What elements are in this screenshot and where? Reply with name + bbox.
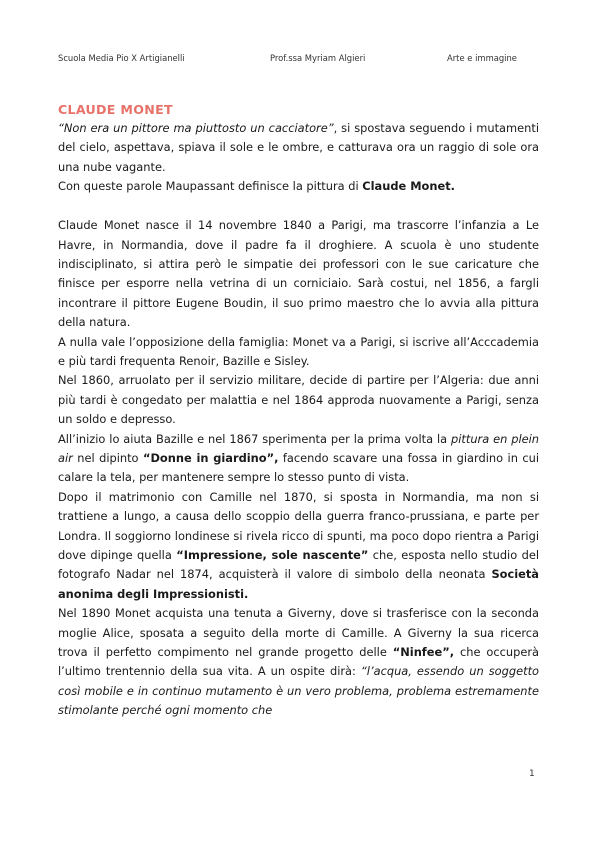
page-header: [58, 53, 538, 65]
plein-air-italic: pittura en plein air: [58, 431, 539, 465]
claude-monet-bold: Claude Monet.: [362, 179, 455, 194]
header-school: Scuola Media Pio X Artigianelli: [58, 53, 185, 63]
paragraph-impression: [58, 488, 539, 604]
impressione-sole-nascente-bold: “Impressione, sole nascente”: [176, 548, 369, 563]
paragraph-plein-air: [58, 430, 539, 488]
header-subject: Arte e immagine: [447, 53, 517, 63]
plein-air-text-a: All’inizio lo aiuta Bazille e nel 1867 sperimenta per la prima volta la: [58, 431, 451, 446]
monet-quote-italic: “l’acqua, essendo un soggetto così mobile e in continuo mutamento è un vero problema, problema estremamente stimolante perché ogni momento che: [58, 664, 540, 718]
document-title: CLAUDE MONET: [58, 102, 173, 117]
paragraph-algeria: Nel 1860, arruolato per il servizio militare, decide di partire per l’Algeria: due anni più tardi è congedato per malattia e nel 1864 approda nuovamente a Parigi, senza un soldo e depresso.: [58, 373, 539, 427]
maupassant-quote: “Non era un pittore ma piuttosto un cacciatore”: [58, 121, 334, 135]
page-number: 1: [529, 769, 535, 779]
donne-in-giardino-bold: “Donne in giardino”,: [142, 451, 279, 465]
paragraph-biography-early: Claude Monet nasce il 14 novembre 1840 a Parigi, ma trascorre l’infanzia a Le Havre, in Normandia, dove il padre fa il droghiere. A scuola è uno studente indisciplinato, si attira però le simpatie dei professori con le sue caricature che finisce per esporre nella vetrina di un corniciaio. Sarà costui, nel 1856, a fargli incontrare il pittore Eugene Boudin, il suo primo maestro che lo avvia alla pittura della natura.: [58, 218, 539, 330]
giverny-text-a: Nel 1890 Monet acquista una tenuta a Giverny, dove si trasferisce con la seconda moglie Alice, sposata a seguito della morte di Camille. A Giverny la sua ricerca trova il perfetto compimento nel grande progetto delle: [58, 606, 539, 660]
paragraph-intro-text: , si spostava seguendo i mutamenti del cielo, aspettava, spiava il sole e le ombre, e catturava ora un raggio di sole ora una nube vagante.: [58, 121, 539, 174]
paragraph-giverny: [58, 604, 539, 720]
header-teacher: Prof.ssa Myriam Algieri: [270, 53, 366, 63]
impression-text-a: Dopo il matrimonio con Camille nel 1870, si sposta in Normandia, ma non si trattiene a lungo, a causa dello scoppio della guerra franco-prussiana, e parte per Londra. Il soggiorno londinese si rivela ricco di spunti, ma poco dopo rientra a Parigi dove dipinge quella: [58, 489, 539, 563]
societa-anonima-bold: Società anonima degli Impressionisti.: [58, 567, 539, 601]
document-body: [58, 100, 539, 721]
paragraph-maupassant-text: Con queste parole Maupassant definisce la pittura di: [58, 179, 363, 194]
paragraph-maupassant: [58, 177, 539, 196]
giverny-text-b: che occuperà l’ultimo trentennio della sua vita. A un ospite dirà:: [58, 645, 539, 679]
paragraph-intro-quote: [58, 119, 539, 177]
paragraph-paris: A nulla vale l’opposizione della famiglia: Monet va a Parigi, si iscrive all’Acccademia e più tardi frequenta Renoir, Bazille e Sisley.: [58, 334, 539, 368]
plein-air-text-c: facendo scavare una fossa in giardino in cui calare la tela, per mantenere sempre lo stesso punto di vista.: [58, 451, 539, 485]
impression-text-b: che, esposta nello studio del fotografo Nadar nel 1874, acquisterà il valore di simbolo della neonata: [58, 548, 540, 582]
plein-air-text-b: nel dipinto: [72, 451, 143, 465]
paragraph-spacer: [58, 197, 539, 217]
ninfee-bold: “Ninfee”,: [392, 645, 455, 660]
